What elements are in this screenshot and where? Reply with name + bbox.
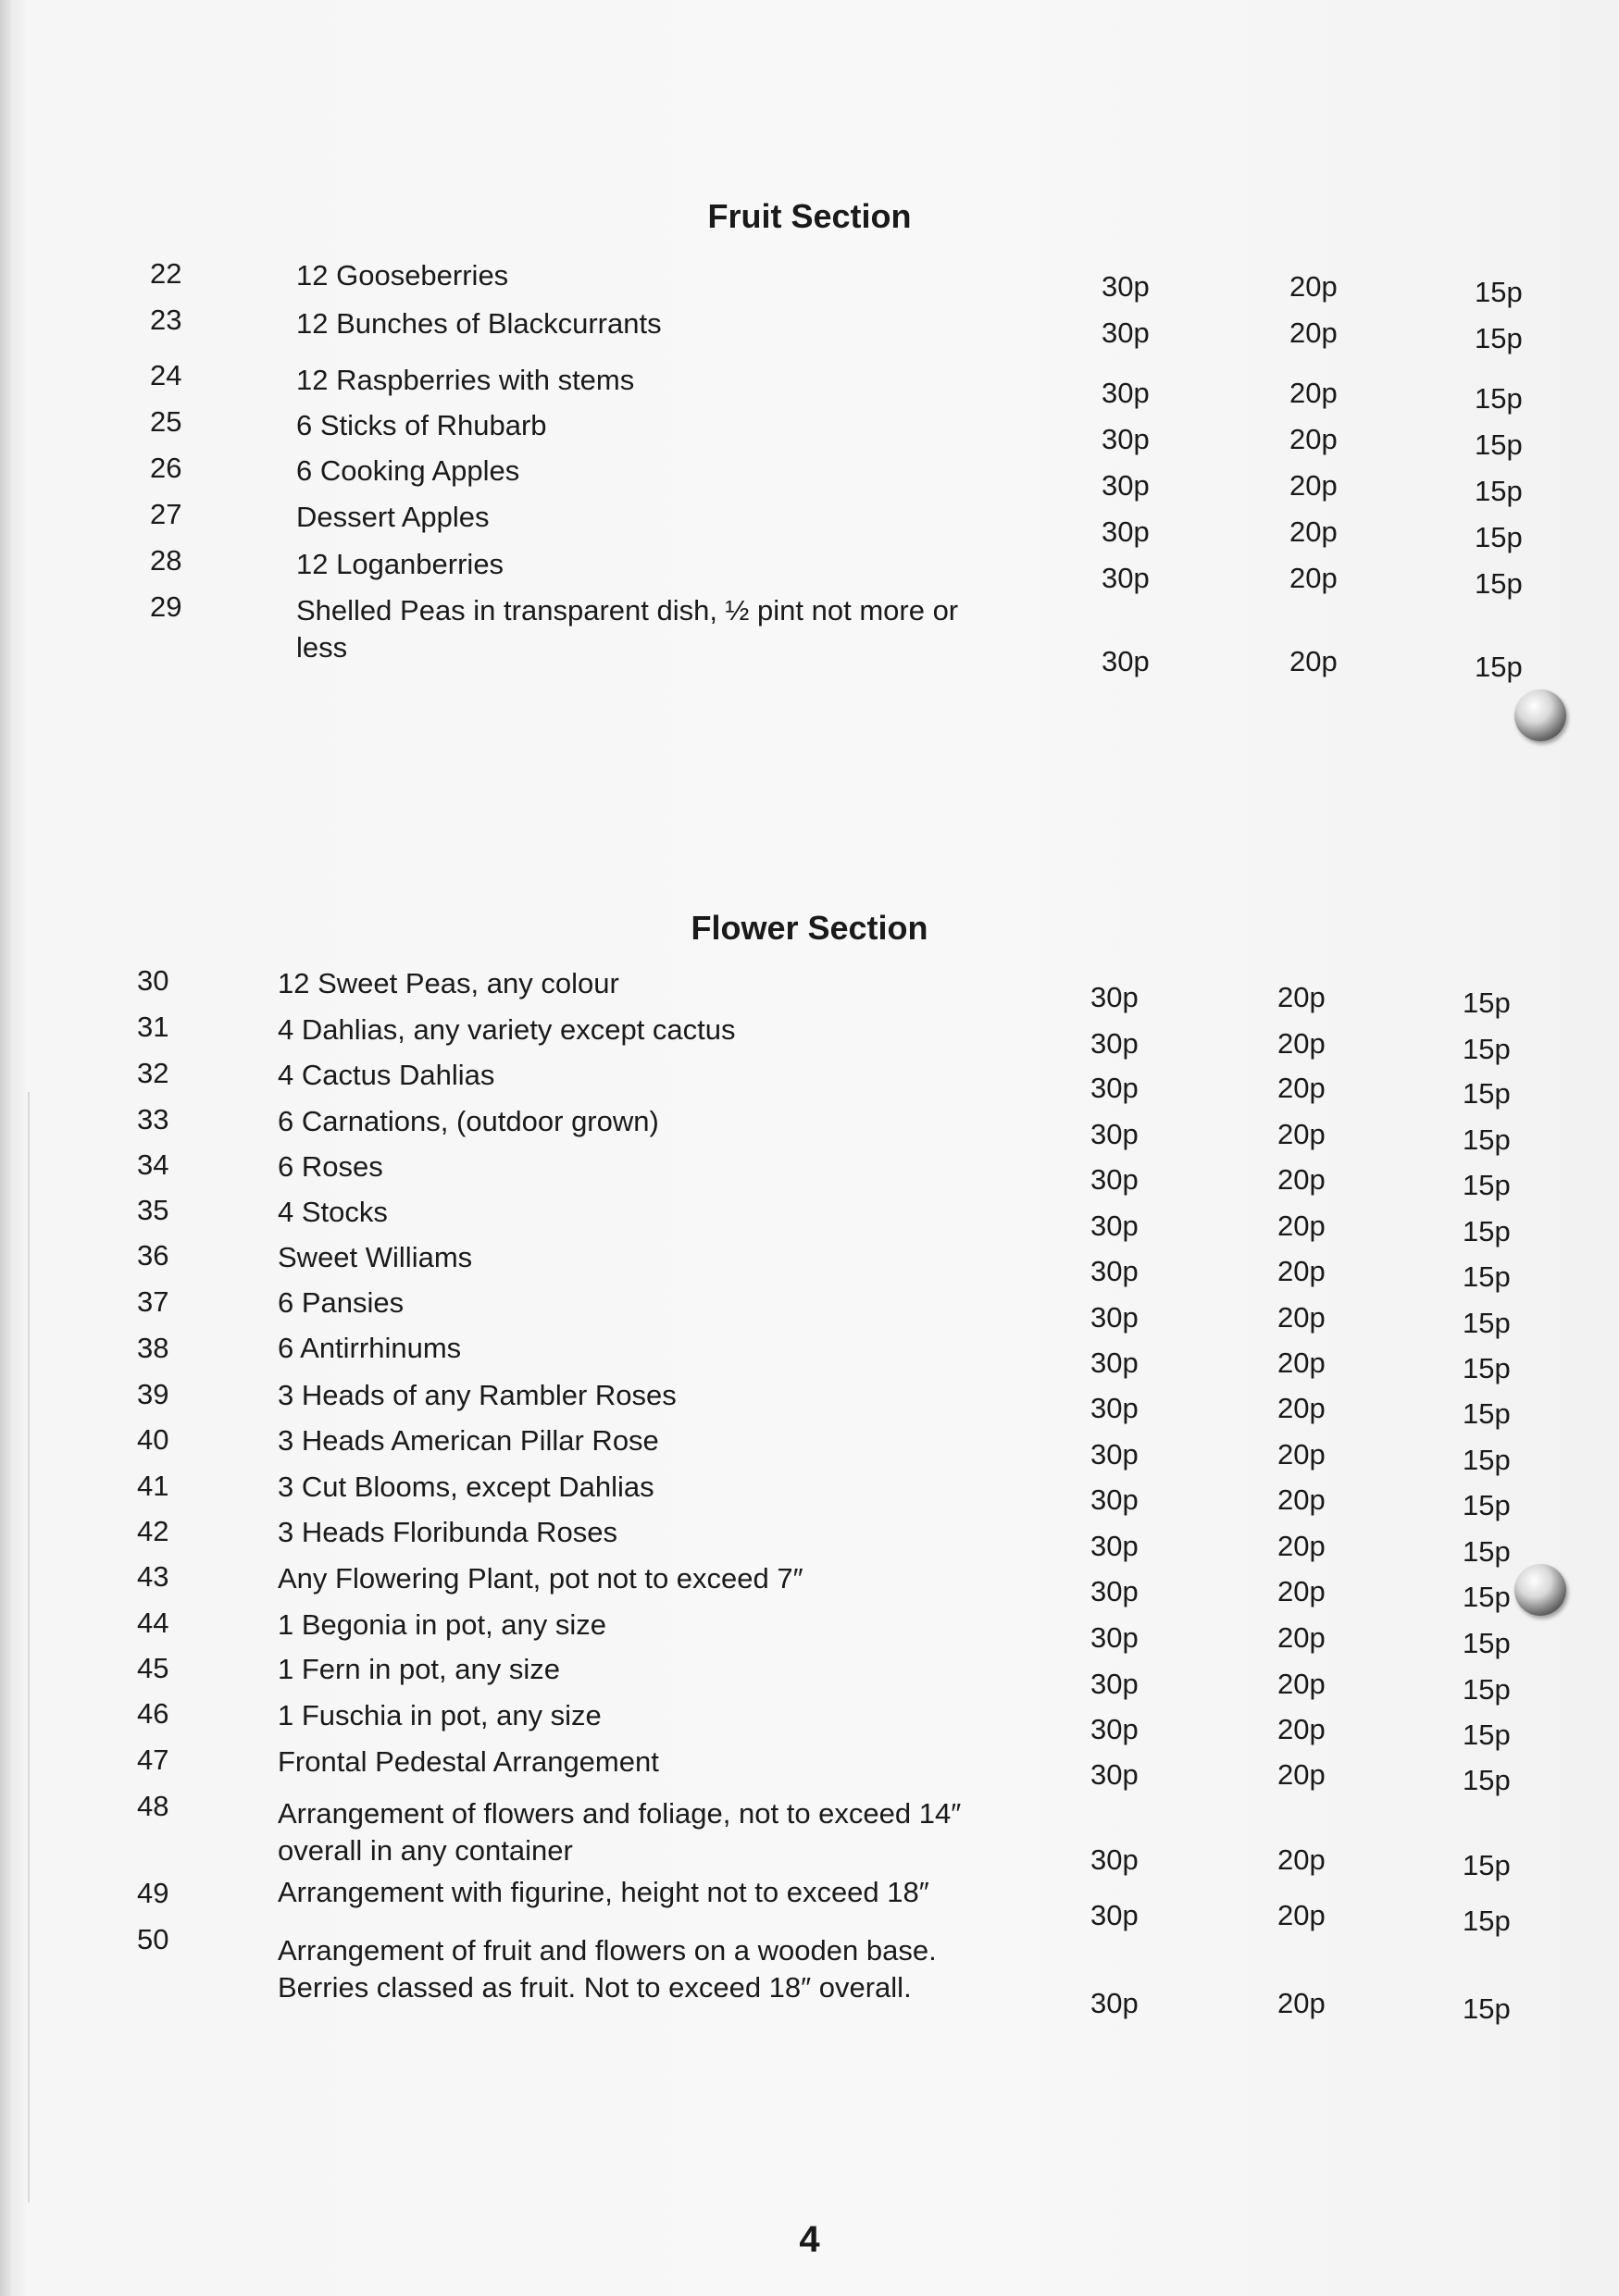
second-prize: 20p	[1277, 1575, 1326, 1607]
class-number: 43	[137, 1560, 169, 1593]
second-prize: 20p	[1277, 1392, 1326, 1424]
first-prize: 30p	[1090, 1899, 1139, 1931]
class-description: 12 Raspberries with stems	[296, 364, 635, 396]
class-number: 48	[137, 1790, 169, 1822]
flower-section-title: Flower Section	[691, 909, 928, 947]
third-prize: 15p	[1463, 1123, 1511, 1156]
second-prize: 20p	[1277, 1987, 1326, 2019]
class-description: 12 Gooseberries	[296, 259, 509, 292]
second-prize: 20p	[1277, 1621, 1326, 1654]
class-number: 22	[150, 257, 182, 290]
class-description: Frontal Pedestal Arrangement	[278, 1745, 659, 1778]
second-prize: 20p	[1277, 1072, 1326, 1104]
first-prize: 30p	[1090, 1027, 1139, 1060]
second-prize: 20p	[1277, 1301, 1326, 1334]
class-description: 4 Cactus Dahlias	[278, 1059, 495, 1091]
class-number: 34	[137, 1148, 169, 1181]
class-description: 1 Begonia in pot, any size	[278, 1608, 607, 1641]
class-number: 41	[137, 1470, 169, 1502]
third-prize: 15p	[1463, 987, 1511, 1019]
class-description: 4 Dahlias, any variety except cactus	[278, 1013, 736, 1046]
second-prize: 20p	[1277, 1668, 1326, 1700]
third-prize: 15p	[1463, 1260, 1511, 1293]
class-description: 3 Heads Floribunda Roses	[278, 1516, 618, 1548]
class-number: 37	[137, 1285, 169, 1318]
class-description: 3 Cut Blooms, except Dahlias	[278, 1471, 654, 1503]
punch-hole-top	[1514, 689, 1566, 741]
class-description: 12 Bunches of Blackcurrants	[296, 307, 662, 340]
second-prize: 20p	[1277, 1758, 1326, 1791]
first-prize: 30p	[1090, 981, 1139, 1013]
third-prize: 15p	[1463, 1673, 1511, 1706]
class-description: 12 Loganberries	[296, 548, 504, 580]
first-prize: 30p	[1090, 1301, 1139, 1334]
first-prize: 30p	[1090, 1668, 1139, 1700]
class-description: 1 Fern in pot, any size	[278, 1653, 560, 1685]
punch-hole-bottom	[1514, 1564, 1566, 1616]
second-prize: 20p	[1289, 316, 1338, 349]
third-prize: 15p	[1475, 428, 1523, 461]
class-description: 4 Stocks	[278, 1196, 388, 1228]
first-prize: 30p	[1102, 515, 1150, 548]
first-prize: 30p	[1090, 1987, 1139, 2019]
class-description: 1 Fuschia in pot, any size	[278, 1699, 602, 1731]
third-prize: 15p	[1463, 1215, 1511, 1247]
first-prize: 30p	[1090, 1483, 1139, 1516]
fruit-section-title: Fruit Section	[707, 197, 912, 235]
third-prize: 15p	[1463, 1352, 1511, 1384]
third-prize: 15p	[1463, 1849, 1511, 1881]
third-prize: 15p	[1463, 1581, 1511, 1613]
third-prize: 15p	[1475, 651, 1523, 683]
third-prize: 15p	[1463, 1905, 1511, 1937]
first-prize: 30p	[1090, 1575, 1139, 1607]
class-number: 46	[137, 1697, 169, 1730]
third-prize: 15p	[1463, 1719, 1511, 1751]
third-prize: 15p	[1463, 1033, 1511, 1065]
class-number: 40	[137, 1423, 169, 1456]
first-prize: 30p	[1090, 1438, 1139, 1471]
class-description: 12 Sweet Peas, any colour	[278, 967, 619, 999]
first-prize: 30p	[1090, 1758, 1139, 1791]
class-number: 39	[137, 1378, 169, 1410]
second-prize: 20p	[1277, 1483, 1326, 1516]
third-prize: 15p	[1463, 1169, 1511, 1201]
class-number: 47	[137, 1744, 169, 1776]
class-number: 32	[137, 1057, 169, 1089]
first-prize: 30p	[1090, 1843, 1139, 1876]
second-prize: 20p	[1289, 645, 1338, 677]
second-prize: 20p	[1277, 1713, 1326, 1745]
third-prize: 15p	[1475, 276, 1523, 308]
class-number: 31	[137, 1011, 169, 1043]
first-prize: 30p	[1090, 1621, 1139, 1654]
third-prize: 15p	[1463, 1077, 1511, 1110]
first-prize: 30p	[1090, 1347, 1139, 1379]
second-prize: 20p	[1289, 469, 1338, 502]
third-prize: 15p	[1475, 382, 1523, 415]
second-prize: 20p	[1277, 1843, 1326, 1876]
class-description: 6 Sticks of Rhubarb	[296, 409, 547, 441]
class-description: Arrangement of fruit and flowers on a wooden base. Berries classed as fruit. Not to exceed 18″ overall.	[278, 1934, 937, 2004]
second-prize: 20p	[1277, 1899, 1326, 1931]
first-prize: 30p	[1090, 1255, 1139, 1287]
third-prize: 15p	[1475, 521, 1523, 553]
third-prize: 15p	[1463, 1627, 1511, 1659]
third-prize: 15p	[1463, 1535, 1511, 1568]
class-number: 42	[137, 1515, 169, 1547]
second-prize: 20p	[1289, 270, 1338, 303]
second-prize: 20p	[1277, 1027, 1326, 1060]
second-prize: 20p	[1277, 1118, 1326, 1150]
class-number: 26	[150, 452, 182, 484]
class-number: 35	[137, 1194, 169, 1226]
class-number: 27	[150, 498, 182, 530]
third-prize: 15p	[1463, 1307, 1511, 1339]
page-edge-shadow	[0, 0, 13, 2296]
class-description: Shelled Peas in transparent dish, ½ pint not more or less	[296, 594, 959, 664]
class-number: 38	[137, 1332, 169, 1364]
second-prize: 20p	[1277, 1347, 1326, 1379]
third-prize: 15p	[1475, 567, 1523, 600]
page-number: 4	[799, 2219, 820, 2260]
second-prize: 20p	[1277, 1210, 1326, 1242]
second-prize: 20p	[1277, 1530, 1326, 1562]
class-description: Dessert Apples	[296, 501, 490, 533]
class-description: Arrangement of flowers and foliage, not to exceed 14″ overall in any container	[278, 1797, 962, 1867]
class-description: Sweet Williams	[278, 1241, 473, 1273]
class-number: 30	[137, 964, 169, 997]
class-description: 6 Pansies	[278, 1286, 405, 1319]
class-description: 6 Carnations, (outdoor grown)	[278, 1105, 659, 1137]
class-description: Any Flowering Plant, pot not to exceed 7″	[278, 1562, 803, 1595]
first-prize: 30p	[1102, 270, 1150, 303]
class-number: 24	[150, 359, 182, 391]
first-prize: 30p	[1090, 1713, 1139, 1745]
class-description: 3 Heads American Pillar Rose	[278, 1424, 659, 1457]
first-prize: 30p	[1102, 562, 1150, 594]
class-number: 29	[150, 590, 182, 623]
class-description: 3 Heads of any Rambler Roses	[278, 1379, 677, 1411]
class-description: 6 Antirrhinums	[278, 1332, 462, 1364]
first-prize: 30p	[1090, 1392, 1139, 1424]
class-description: 6 Roses	[278, 1150, 383, 1183]
class-number: 44	[137, 1607, 169, 1639]
third-prize: 15p	[1475, 475, 1523, 507]
class-number: 33	[137, 1103, 169, 1136]
first-prize: 30p	[1090, 1530, 1139, 1562]
third-prize: 15p	[1463, 1992, 1511, 2025]
first-prize: 30p	[1090, 1072, 1139, 1104]
second-prize: 20p	[1277, 1438, 1326, 1471]
first-prize: 30p	[1090, 1210, 1139, 1242]
first-prize: 30p	[1090, 1118, 1139, 1150]
second-prize: 20p	[1277, 1255, 1326, 1287]
class-number: 49	[137, 1877, 169, 1909]
first-prize: 30p	[1102, 423, 1150, 455]
second-prize: 20p	[1277, 1163, 1326, 1196]
third-prize: 15p	[1463, 1444, 1511, 1476]
second-prize: 20p	[1289, 377, 1338, 409]
first-prize: 30p	[1102, 377, 1150, 409]
class-description: 6 Cooking Apples	[296, 454, 520, 487]
first-prize: 30p	[1102, 469, 1150, 502]
third-prize: 15p	[1463, 1489, 1511, 1521]
first-prize: 30p	[1090, 1163, 1139, 1196]
third-prize: 15p	[1463, 1764, 1511, 1796]
first-prize: 30p	[1102, 316, 1150, 349]
third-prize: 15p	[1463, 1397, 1511, 1430]
class-number: 45	[137, 1652, 169, 1684]
class-number: 50	[137, 1923, 169, 1955]
second-prize: 20p	[1289, 423, 1338, 455]
page-fold-line	[28, 1092, 30, 2203]
class-description: Arrangement with figurine, height not to exceed 18″	[278, 1876, 929, 1908]
third-prize: 15p	[1475, 322, 1523, 354]
second-prize: 20p	[1277, 981, 1326, 1013]
second-prize: 20p	[1289, 562, 1338, 594]
class-number: 28	[150, 544, 182, 577]
first-prize: 30p	[1102, 645, 1150, 677]
class-number: 36	[137, 1239, 169, 1272]
class-number: 25	[150, 405, 182, 438]
second-prize: 20p	[1289, 515, 1338, 548]
class-number: 23	[150, 304, 182, 336]
